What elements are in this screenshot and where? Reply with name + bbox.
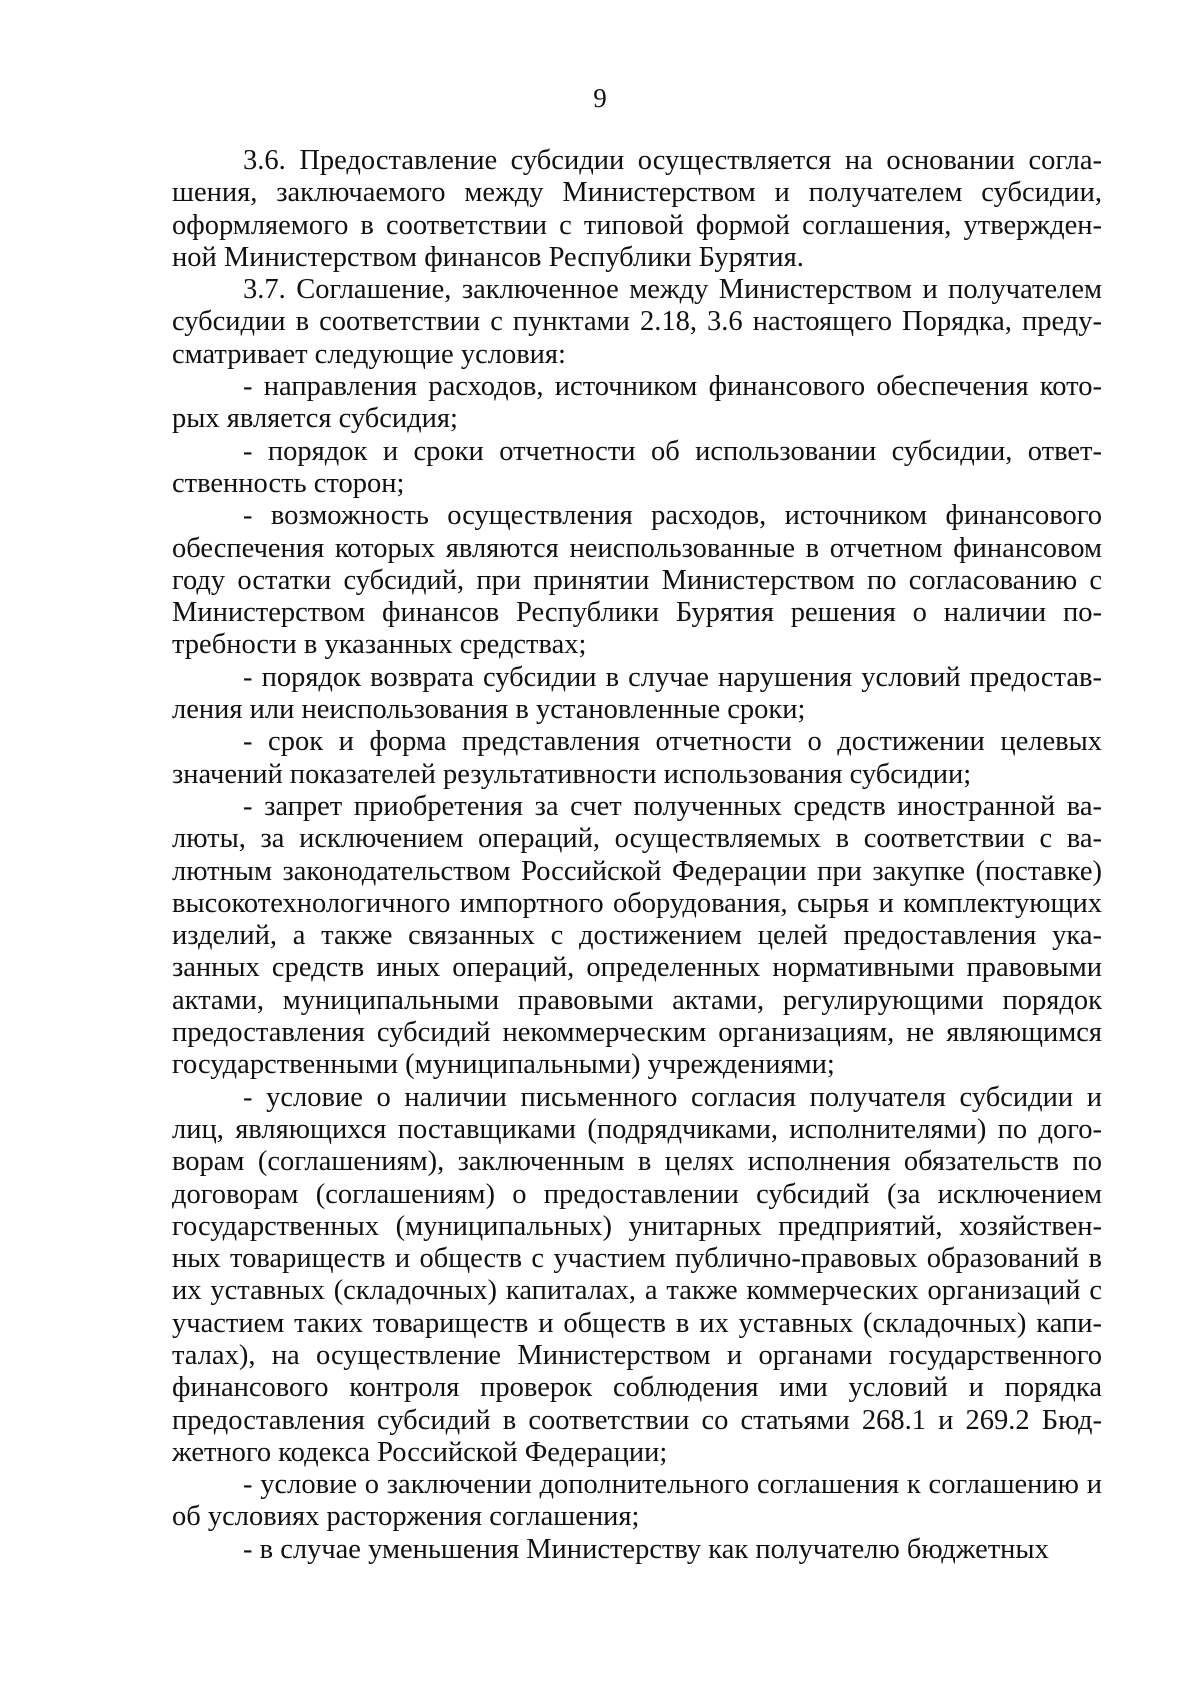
list-item-currency-ban: - запрет приобретения за счет полученных средств иностранной валюты, за исключением операций, осуществляемых в соответствии с валютным законодательством Российской Федерации при закупке (поставке) высокотехнологичного импортного оборудования, сырья и комплектующих изделий, а также связанных с достижением целей предоставления указанных средств иных операций, определенных нормативными правовыми актами, муниципальными правовыми актами, регулирующими порядок предоставления субсидий некоммерческим организациям, не являющимся государственными (муниципальными) учреждениями; <box>172 790 1102 1081</box>
list-item-additional-agreement: - условие о заключении дополнительного соглашения к соглашению и об условиях расторжения соглашения; <box>172 1469 1102 1533</box>
list-item-refund-procedure: - порядок возврата субсидии в случае нарушения условий предоставления или неиспользования в установленные сроки; <box>172 661 1102 726</box>
paragraph-3-6: 3.6. Предоставление субсидии осуществляется на основании соглашения, заключаемого между Министерством и получателем субсидии, оформляемого в соответствии с типовой формой соглашения, утвержденной Министерством финансов Республики Бурятия. <box>172 145 1102 273</box>
list-item-written-consent: - условие о наличии письменного согласия получателя субсидии и лиц, являющихся поставщиками (подрядчиками, исполнителями) по договорам (соглашениям), заключенным в целях исполнения обязательств по договорам (соглашениям) о предоставлении субсидий (за исключением государственных (муниципальных) унитарных предприятий, хозяйственных товариществ и обществ с участием публично-правовых образований в их уставных (складочных) капиталах, а также коммерческих организаций с участием таких товариществ и обществ в их уставных (складочных) капиталах), на осуществление Министерством и органами государственного финансового контроля проверок соблюдения ими условий и порядка предоставления субсидий в соответствии со статьями 268.1 и 269.2 Бюджетного кодекса Российской Федерации; <box>172 1081 1102 1468</box>
list-item-reporting-procedure: - порядок и сроки отчетности об использовании субсидии, ответственность сторон; <box>172 435 1102 499</box>
document-body <box>172 145 1102 1566</box>
list-item-budget-reduction: - в случае уменьшения Министерству как получателю бюджетных <box>243 1533 1049 1565</box>
list-item-reporting-deadline: - срок и форма представления отчетности о достижении целевых значений показателей результативности использования субсидии; <box>172 726 1102 790</box>
page-number: 9 <box>593 83 607 113</box>
list-item-unused-balances: - возможность осуществления расходов, источником финансового обеспечения которых являются неиспользованные в отчетном финансовом году остатки субсидий, при принятии Министерством по согласованию с Министерством финансов Республики Бурятия решения о наличии потребности в указанных средствах; <box>172 500 1102 661</box>
paragraph-3-7: 3.7. Соглашение, заключенное между Министерством и получателем субсидии в соответствии с пунктами 2.18, 3.6 настоящего Порядка, предусматривает следующие условия: <box>172 274 1102 370</box>
list-item-expense-directions: - направления расходов, источником финансового обеспечения которых является субсидия; <box>172 371 1102 435</box>
